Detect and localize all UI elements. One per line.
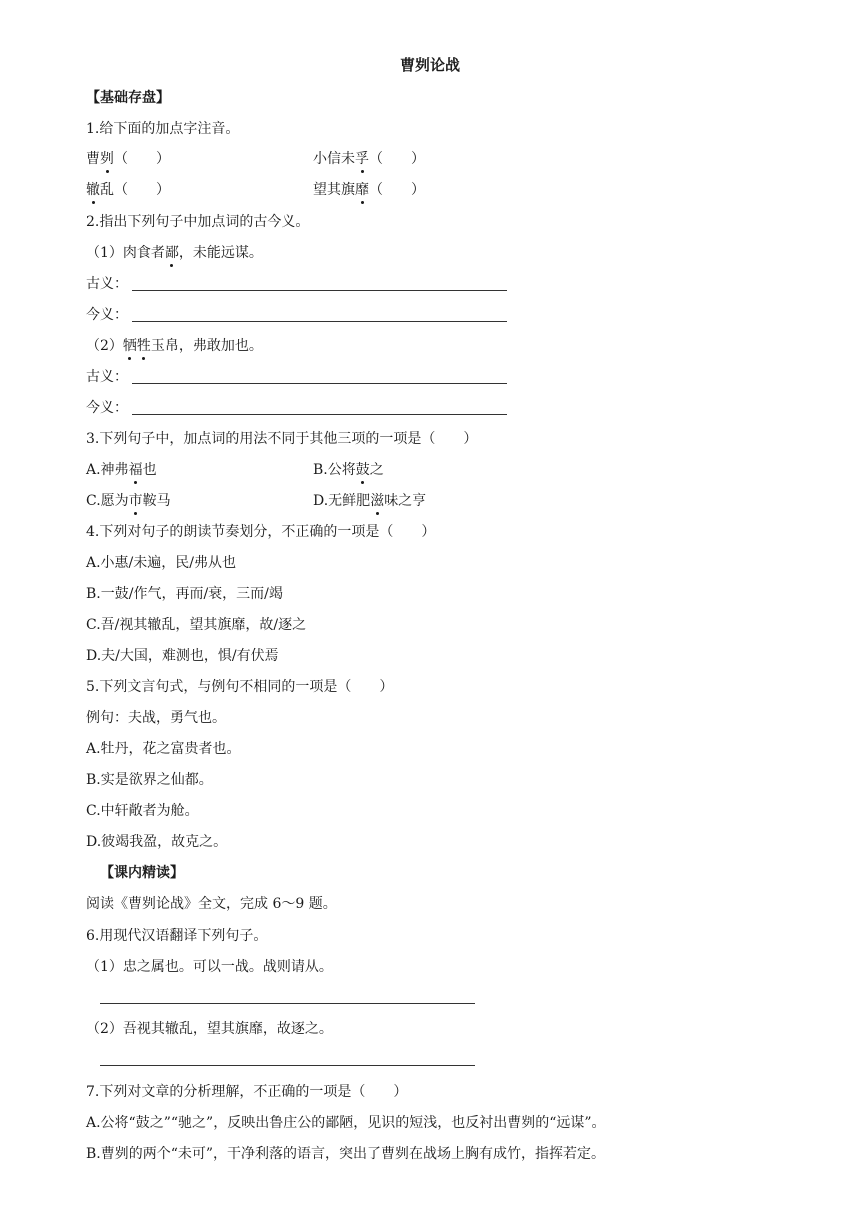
sentence-text: ，未能远谋。 bbox=[178, 245, 263, 261]
option-text: D.无鲜肥 bbox=[313, 493, 371, 509]
question-1-item-3 bbox=[86, 180, 170, 200]
dotted-char: 鼓 bbox=[355, 462, 370, 478]
page-title: 曹刿论战 bbox=[399, 56, 460, 74]
item-blank: （ ） bbox=[369, 182, 425, 198]
answer-label-ancient-2: 古义： bbox=[86, 369, 128, 385]
answer-label-modern-1: 今义： bbox=[86, 307, 128, 323]
question-3-option-d bbox=[313, 491, 426, 511]
reading-intro: 阅读《曹刿论战》全文，完成 6～9 题。 bbox=[86, 896, 337, 912]
question-7-stem: 7.下列对文章的分析理解，不正确的一项是（ ） bbox=[86, 1084, 408, 1100]
item-text: 曹 bbox=[86, 151, 100, 167]
question-4-option-d: D.夫/大国，难测也，惧/有伏焉 bbox=[86, 648, 279, 664]
question-3-option-a bbox=[86, 460, 157, 480]
dotted-char: 市 bbox=[128, 493, 143, 509]
section-heading-reading: 【课内精读】 bbox=[100, 865, 184, 881]
answer-line[interactable] bbox=[132, 383, 507, 384]
answer-line[interactable] bbox=[100, 1003, 475, 1004]
question-3-option-b bbox=[313, 460, 384, 480]
question-4-option-b: B.一鼓/作气，再而/衰，三而/竭 bbox=[86, 586, 283, 602]
question-2-sentence-1 bbox=[86, 243, 263, 263]
answer-label-ancient-1: 古义： bbox=[86, 276, 128, 292]
option-text: C.愿为 bbox=[86, 493, 129, 509]
section-heading-basics: 【基础存盘】 bbox=[86, 90, 170, 106]
answer-line[interactable] bbox=[100, 1065, 475, 1066]
dotted-char: 滋 bbox=[370, 493, 385, 509]
option-text: 也 bbox=[142, 462, 157, 478]
question-4-stem: 4.下列对句子的朗读节奏划分，不正确的一项是（ ） bbox=[86, 524, 436, 540]
question-4-option-c: C.吾/视其辙乱，望其旗靡，故/逐之 bbox=[86, 617, 307, 633]
question-6-sentence-1: （1）忠之属也。可以一战。战则请从。 bbox=[86, 959, 333, 975]
question-5-option-c: C.中轩敞者为舱。 bbox=[86, 803, 199, 819]
question-2-sentence-2 bbox=[86, 336, 263, 356]
dotted-char: 靡 bbox=[355, 182, 369, 198]
item-text: 小信未 bbox=[313, 151, 355, 167]
option-text: A.神弗 bbox=[86, 462, 129, 478]
answer-label-modern-2: 今义： bbox=[86, 400, 128, 416]
answer-line[interactable] bbox=[132, 321, 507, 322]
question-1-item-4 bbox=[313, 180, 425, 200]
dotted-char: 刿 bbox=[100, 151, 114, 167]
item-text: 望其旗 bbox=[313, 182, 355, 198]
answer-line[interactable] bbox=[132, 290, 507, 291]
dotted-char: 鄙 bbox=[164, 245, 179, 261]
question-5-option-a: A.牡丹，花之富贵者也。 bbox=[86, 741, 241, 757]
option-text: 之 bbox=[369, 462, 384, 478]
question-3-option-c bbox=[86, 491, 171, 511]
question-2-stem: 2.指出下列句子中加点词的古今义。 bbox=[86, 214, 310, 230]
sentence-text: 玉帛，弗敢加也。 bbox=[150, 338, 263, 354]
question-3-stem: 3.下列句子中，加点词的用法不同于其他三项的一项是（ ） bbox=[86, 431, 478, 447]
option-text: 味之亨 bbox=[384, 493, 427, 509]
question-1-item-1 bbox=[86, 149, 170, 169]
question-5-stem: 5.下列文言句式，与例句不相同的一项是（ ） bbox=[86, 679, 394, 695]
question-6-sentence-2: （2）吾视其辙乱，望其旗靡，故逐之。 bbox=[86, 1021, 333, 1037]
dotted-char: 牲 bbox=[136, 338, 151, 354]
question-5-option-b: B.实是欲界之仙都。 bbox=[86, 772, 213, 788]
question-5-option-d: D.彼竭我盈，故克之。 bbox=[86, 834, 228, 850]
question-4-option-a: A.小惠/未遍，民/弗从也 bbox=[86, 555, 236, 571]
question-7-option-a: A.公将“鼓之”“驰之”，反映出鲁庄公的鄙陋，见识的短浅，也反衬出曹刿的“远谋”。 bbox=[86, 1115, 606, 1131]
dotted-char: 牺 bbox=[122, 338, 137, 354]
dotted-char: 孚 bbox=[355, 151, 369, 167]
question-1-item-2 bbox=[313, 149, 425, 169]
option-text: 鞍马 bbox=[142, 493, 171, 509]
dotted-char: 辙 bbox=[86, 182, 100, 198]
answer-line[interactable] bbox=[132, 414, 507, 415]
item-blank: （ ） bbox=[114, 151, 170, 167]
dotted-char: 福 bbox=[128, 462, 143, 478]
question-5-example: 例句：夫战，勇气也。 bbox=[86, 710, 226, 726]
item-blank: 乱（ ） bbox=[100, 182, 170, 198]
item-blank: （ ） bbox=[369, 151, 425, 167]
question-6-stem: 6.用现代汉语翻译下列句子。 bbox=[86, 928, 268, 944]
sentence-text: （1）肉食者 bbox=[86, 245, 165, 261]
sentence-text: （2） bbox=[86, 338, 123, 354]
question-1-stem: 1.给下面的加点字注音。 bbox=[86, 121, 240, 137]
option-text: B.公将 bbox=[313, 462, 356, 478]
question-7-option-b: B.曹刿的两个“未可”，干净利落的语言，突出了曹刿在战场上胸有成竹，指挥若定。 bbox=[86, 1146, 606, 1162]
